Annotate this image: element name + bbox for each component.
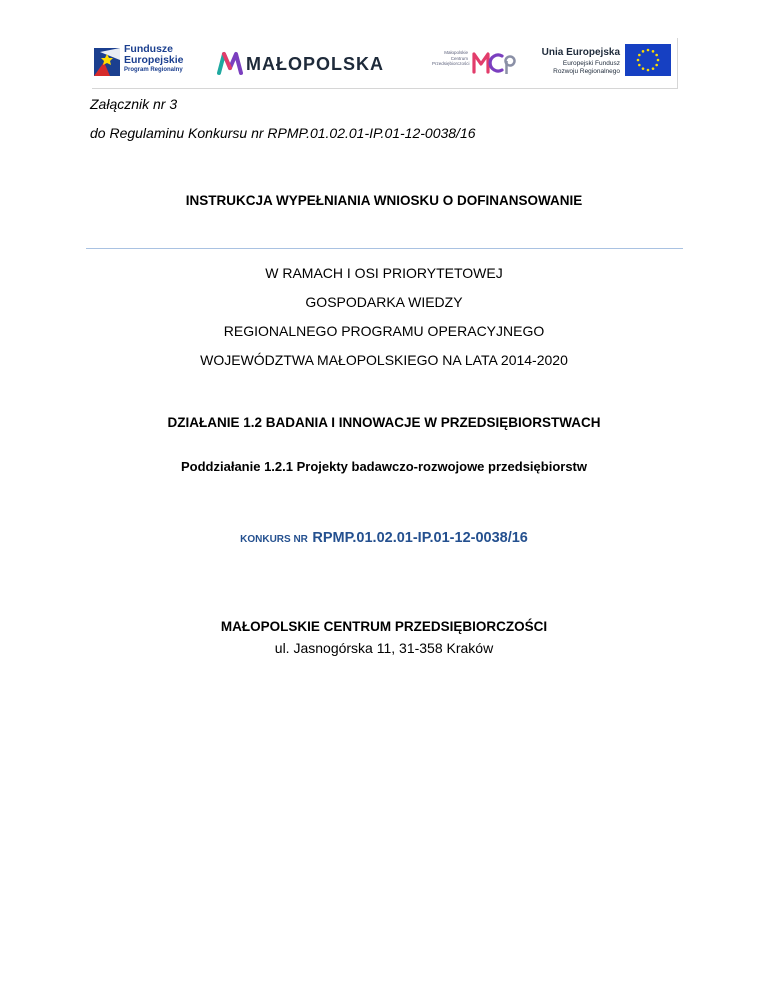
mcp-logo-line3: Przedsiębiorczości <box>432 61 470 66</box>
action-heading: DZIAŁANIE 1.2 BADANIA I INNOWACJE W PRZEDSIĘBIORSTWACH <box>167 415 601 430</box>
eu-flag-icon <box>625 44 671 76</box>
program-line-1: W RAMACH I OSI PRIORYTETOWEJ <box>265 265 503 281</box>
program-line-4: WOJEWÓDZTWA MAŁOPOLSKIEGO NA LATA 2014-2020 <box>200 352 568 368</box>
program-block <box>0 259 768 375</box>
funds-emblem-icon <box>94 46 122 78</box>
institution-address: ul. Jasnogórska 11, 31-358 Kraków <box>274 640 494 656</box>
eu-logo <box>532 38 674 86</box>
eu-star-icon <box>642 67 645 70</box>
program-line-3: REGIONALNEGO PROGRAMU OPERACYJNEGO <box>223 323 545 339</box>
title-divider <box>86 248 683 249</box>
malopolska-m-icon <box>216 50 244 76</box>
eu-star-icon <box>647 69 650 72</box>
logo-bar <box>92 38 678 89</box>
eu-star-icon <box>652 50 655 53</box>
eu-star-icon <box>655 64 658 67</box>
contest-number: RPMP.01.02.01-IP.01-12-0038/16 <box>312 530 528 546</box>
subaction-heading: Poddziałanie 1.2.1 Projekty badawczo-rozwojowe przedsiębiorstw <box>181 459 587 474</box>
eu-logo-line2: Rozwoju Regionalnego <box>553 68 620 75</box>
eu-star-icon <box>647 49 650 52</box>
funds-logo-text <box>124 44 184 75</box>
eu-stars-icon <box>625 44 671 76</box>
mcp-logo <box>430 38 520 86</box>
mcp-logo-text <box>432 50 468 67</box>
mcp-mark-icon <box>472 48 516 78</box>
funds-logo <box>94 38 204 86</box>
eu-logo-title: Unia Europejska <box>541 47 620 58</box>
eu-star-icon <box>638 64 641 67</box>
program-line-2: GOSPODARKA WIEDZY <box>305 294 463 310</box>
eu-star-icon <box>657 59 660 62</box>
malopolska-logo-text: MAŁOPOLSKA <box>246 54 384 74</box>
eu-star-icon <box>638 54 641 57</box>
annex-regulation: do Regulaminu Konkursu nr RPMP.01.02.01-IP.01-12-0038/16 <box>90 125 476 141</box>
funds-logo-line1: Fundusze <box>124 43 173 55</box>
eu-star-icon <box>652 67 655 70</box>
eu-logo-subtitle <box>534 60 620 76</box>
mcp-logo-line2: Centrum <box>450 55 468 61</box>
malopolska-logo <box>214 38 404 86</box>
funds-logo-line2: Europejskie <box>124 54 184 66</box>
eu-star-icon <box>655 54 658 57</box>
annex-reference <box>90 90 476 148</box>
mcp-logo-line1: Małopolskie <box>444 50 468 55</box>
funds-logo-line3: Program Regionalny <box>124 67 183 73</box>
annex-number: Załącznik nr 3 <box>90 96 178 112</box>
document-title: INSTRUKCJA WYPEŁNIANIA WNIOSKU O DOFINANSOWANIE <box>185 193 583 208</box>
contest-prefix: KONKURS NR <box>240 534 308 545</box>
institution-name: MAŁOPOLSKIE CENTRUM PRZEDSIĘBIORCZOŚCI <box>220 619 548 634</box>
eu-star-icon <box>642 50 645 53</box>
eu-star-icon <box>637 59 640 62</box>
contest-number-line <box>0 529 768 547</box>
eu-logo-line1: Europejski Fundusz <box>562 60 620 67</box>
